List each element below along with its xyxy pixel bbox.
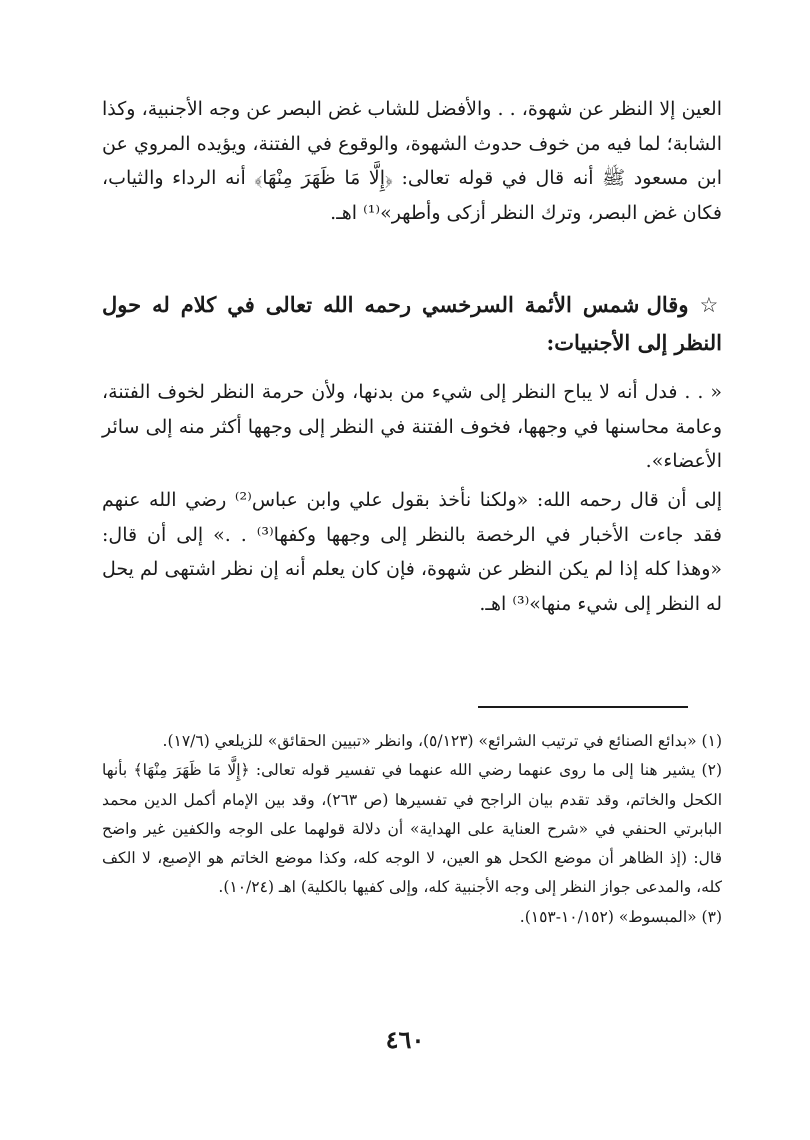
paragraph-3: إلى أن قال رحمه الله: «ولكنا نأخذ بقول علي وابن عباس⁽²⁾ رضي الله عنهم فقد جاءت الأخبار في الرخصة بالنظر إلى وجهها وكفها⁽³⁾ . .» إلى أن قال: «وهذا كله إذا لم يكن النظر عن شهوة، فإن كان يعلم أنه إن نظر اشتهى لم يحل له النظر إلى شيء منها»⁽³⁾ اهـ. <box>102 489 722 615</box>
star-icon: ☆ <box>699 293 723 317</box>
footnote-1: (١) «بدائع الصنائع في ترتيب الشرائع» (٥/١٢٣)، وانظر «تبيين الحقائق» للزيلعي (١٧/٦). <box>162 732 722 750</box>
paragraph-3-block <box>102 483 722 621</box>
footnotes <box>102 727 722 932</box>
paragraph-1: العين إلا النظر عن شهوة، . . والأفضل للشاب غض البصر عن وجه الأجنبية، وكذا الشابة؛ لما فيه من خوف حدوث الشهوة، والوقوع في الفتنة، ويؤيده المروي عن ابن مسعود ﷺ أنه قال في قوله تعالى: ﴿إِلَّا مَا ظَهَرَ مِنْهَا﴾ أنه الرداء والثياب، فكان غض البصر، وترك النظر أزكى وأطهر»⁽¹⁾ اهـ. <box>102 98 722 224</box>
footnote-divider <box>478 706 688 708</box>
heading-block <box>102 286 722 361</box>
section-heading <box>102 286 722 361</box>
paragraph-2-block <box>102 375 722 479</box>
paragraph-1-block <box>102 92 722 230</box>
footnote-3: (٣) «المبسوط» (١٠/١٥٢-١٥٣). <box>519 907 722 926</box>
paragraph-2: « . . فدل أنه لا يباح النظر إلى شيء من بدنها، ولأن حرمة النظر لخوف الفتنة، وعامة محاسنها في وجهها، فخوف الفتنة في النظر إلى وجهها أكثر منه إلى سائر الأعضاء». <box>102 381 722 473</box>
section-heading-text: وقال شمس الأئمة السرخسي رحمه الله تعالى في كلام له حول النظر إلى الأجنبيات: <box>102 292 722 355</box>
footnote-2: (٢) يشير هنا إلى ما روى عنهما رضي الله عنهما في تفسير قوله تعالى: ﴿إِلَّا مَا ظَهَرَ مِنْهَا﴾ بأنها الكحل والخاتم، وقد تقدم بيان الراجح في تفسيرها (ص ٢٦٣)، وقد بين الإمام أكمل الدين محمد البابرتي الحنفي في «شرح العناية على الهداية» أن دلالة قولهما على الوجه والكفين غير واضح قال: (إذ الظاهر أن موضع الكحل هو العين، لا الوجه كله، وكذا موضع الخاتم هو الإصبع، لا الكف كله، والمدعى جواز النظر إلى وجه الأجنبية كله، وإلى كفيها بالكلية) اهـ (١٠/٢٤). <box>102 761 722 897</box>
page-number: ٤٦٠ <box>385 1025 425 1054</box>
